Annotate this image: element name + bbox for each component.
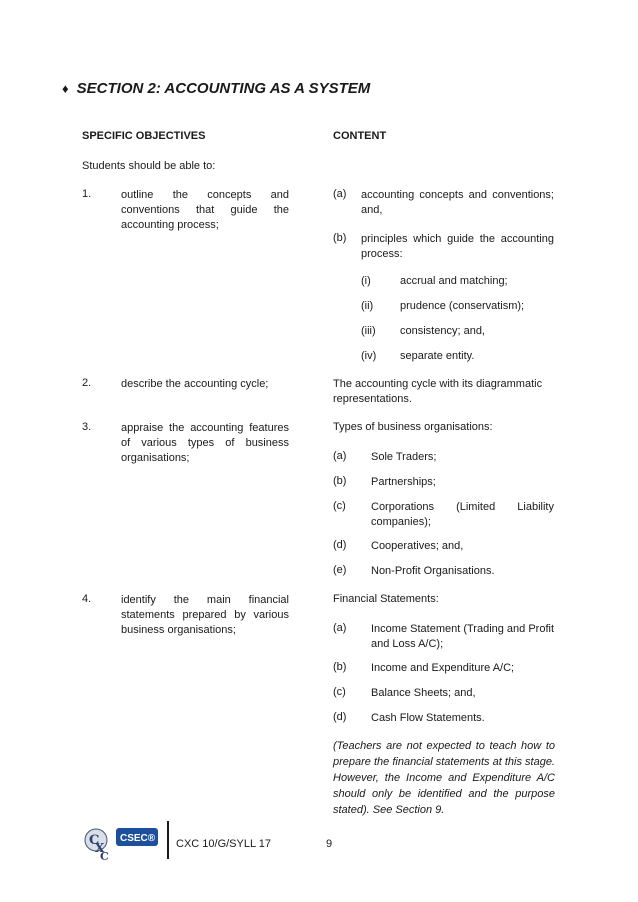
content-label: (b) bbox=[333, 661, 347, 673]
content-item: The accounting cycle with its diagrammatic representations. bbox=[333, 378, 543, 405]
objective-text: describe the accounting cycle; bbox=[121, 378, 269, 390]
content-label: (d) bbox=[333, 711, 347, 723]
content-label: (a) bbox=[333, 188, 347, 200]
subitem-text: consistency; and, bbox=[400, 325, 485, 337]
subitem-text: accrual and matching; bbox=[400, 275, 508, 287]
syllabus-code: CXC 10/G/SYLL 17 bbox=[176, 838, 271, 850]
content-label: (c) bbox=[333, 500, 346, 512]
content-item: Income Statement (Trading and Profit and Loss A/C); bbox=[371, 623, 555, 650]
content-item: Balance Sheets; and, bbox=[371, 687, 476, 699]
content-label: (d) bbox=[333, 539, 347, 551]
objective-number: 1. bbox=[82, 188, 92, 200]
content-label: (a) bbox=[333, 622, 347, 634]
diamond-icon: ♦ bbox=[62, 81, 69, 96]
content-label: (b) bbox=[333, 232, 347, 244]
footer-divider bbox=[167, 821, 169, 859]
content-label: (c) bbox=[333, 686, 346, 698]
content-item: principles which guide the accounting process: bbox=[361, 233, 554, 260]
cxc-csec-logo bbox=[82, 822, 162, 862]
objective-text: identify the main financial statements prepared by various business organisations; bbox=[121, 594, 289, 636]
intro-text: Students should be able to: bbox=[82, 160, 216, 172]
content-item: Corporations (Limited Liability companies); bbox=[371, 501, 554, 528]
content-item: Cooperatives; and, bbox=[371, 540, 464, 552]
svg-text:X: X bbox=[95, 841, 105, 855]
section-title-text: SECTION 2: ACCOUNTING AS A SYSTEM bbox=[76, 80, 371, 97]
objective-text: outline the concepts and conventions that guide the accounting process; bbox=[121, 189, 289, 231]
subitem-label: (ii) bbox=[361, 300, 374, 312]
content-label: (b) bbox=[333, 475, 347, 487]
content-item: accounting concepts and conventions; and, bbox=[361, 189, 554, 216]
objective-number: 3. bbox=[82, 421, 92, 433]
content-label: (e) bbox=[333, 564, 347, 576]
specific-objectives-header: SPECIFIC OBJECTIVES bbox=[82, 130, 206, 142]
content-intro: Financial Statements: bbox=[333, 593, 439, 605]
content-item: Cash Flow Statements. bbox=[371, 712, 485, 724]
svg-text:C: C bbox=[100, 850, 109, 862]
content-label: (a) bbox=[333, 450, 347, 462]
objective-number: 2. bbox=[82, 377, 92, 389]
content-item: Partnerships; bbox=[371, 476, 436, 488]
content-item: Sole Traders; bbox=[371, 451, 437, 463]
subitem-text: separate entity. bbox=[400, 350, 475, 362]
section-title bbox=[62, 80, 370, 97]
subitem-text: prudence (conservatism); bbox=[400, 300, 525, 312]
logo-text: CSEC® bbox=[120, 833, 156, 844]
objective-text: appraise the accounting features of various types of business organisations; bbox=[121, 422, 289, 464]
subitem-label: (i) bbox=[361, 275, 371, 287]
subitem-label: (iii) bbox=[361, 325, 376, 337]
teacher-note: (Teachers are not expected to teach how to prepare the financial statements at this stage. However, the Income and Expenditure A/C should only be identified and the purpose stated). See Section 9. bbox=[333, 740, 555, 816]
content-header: CONTENT bbox=[333, 130, 387, 142]
svg-text:C: C bbox=[89, 833, 100, 848]
objective-number: 4. bbox=[82, 593, 92, 605]
page-number: 9 bbox=[326, 838, 333, 850]
content-intro: Types of business organisations: bbox=[333, 421, 493, 433]
content-item: Income and Expenditure A/C; bbox=[371, 662, 515, 674]
content-item: Non-Profit Organisations. bbox=[371, 565, 495, 577]
subitem-label: (iv) bbox=[361, 350, 377, 362]
